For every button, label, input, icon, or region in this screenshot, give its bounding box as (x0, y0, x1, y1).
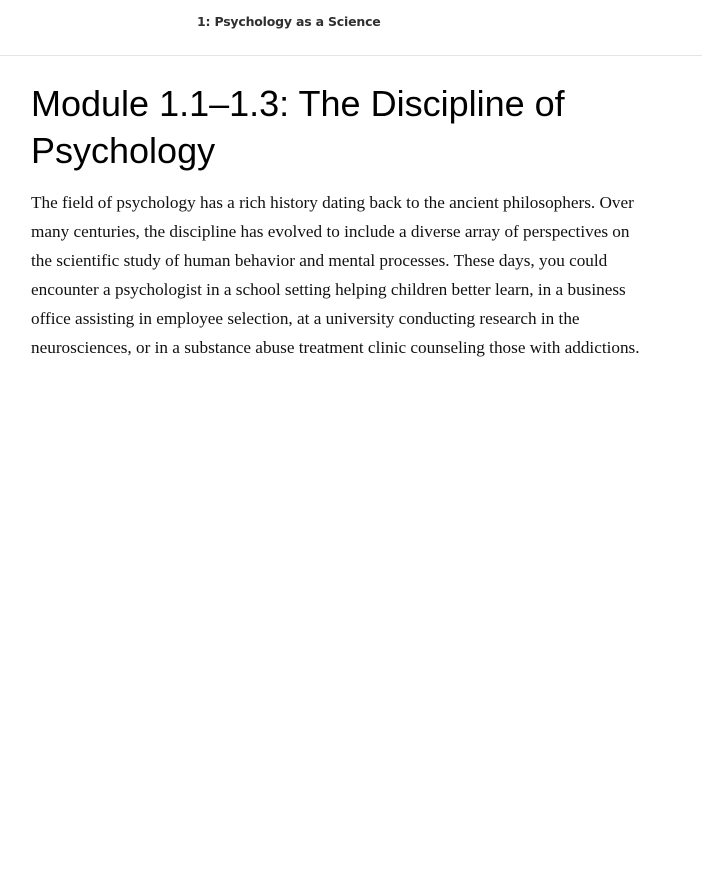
page-title: Module 1.1–1.3: The Discipline of Psychology (31, 83, 565, 171)
breadcrumb-chapter-link[interactable]: 1: Psychology as a Science (197, 14, 381, 29)
intro-paragraph: The field of psychology has a rich history dating back to the ancient philosophers. Over many centuries, the discipline has evolved to include a diverse array of perspectives on the scientific study of human behavior and mental processes. These days, you could encounter a psychologist in a school setting helping children better learn, in a business office assisting in employee selection, at a university conducting research in the neurosciences, or in a substance abuse treatment clinic counseling those with addictions. (31, 193, 640, 357)
page-header (0, 0, 702, 56)
